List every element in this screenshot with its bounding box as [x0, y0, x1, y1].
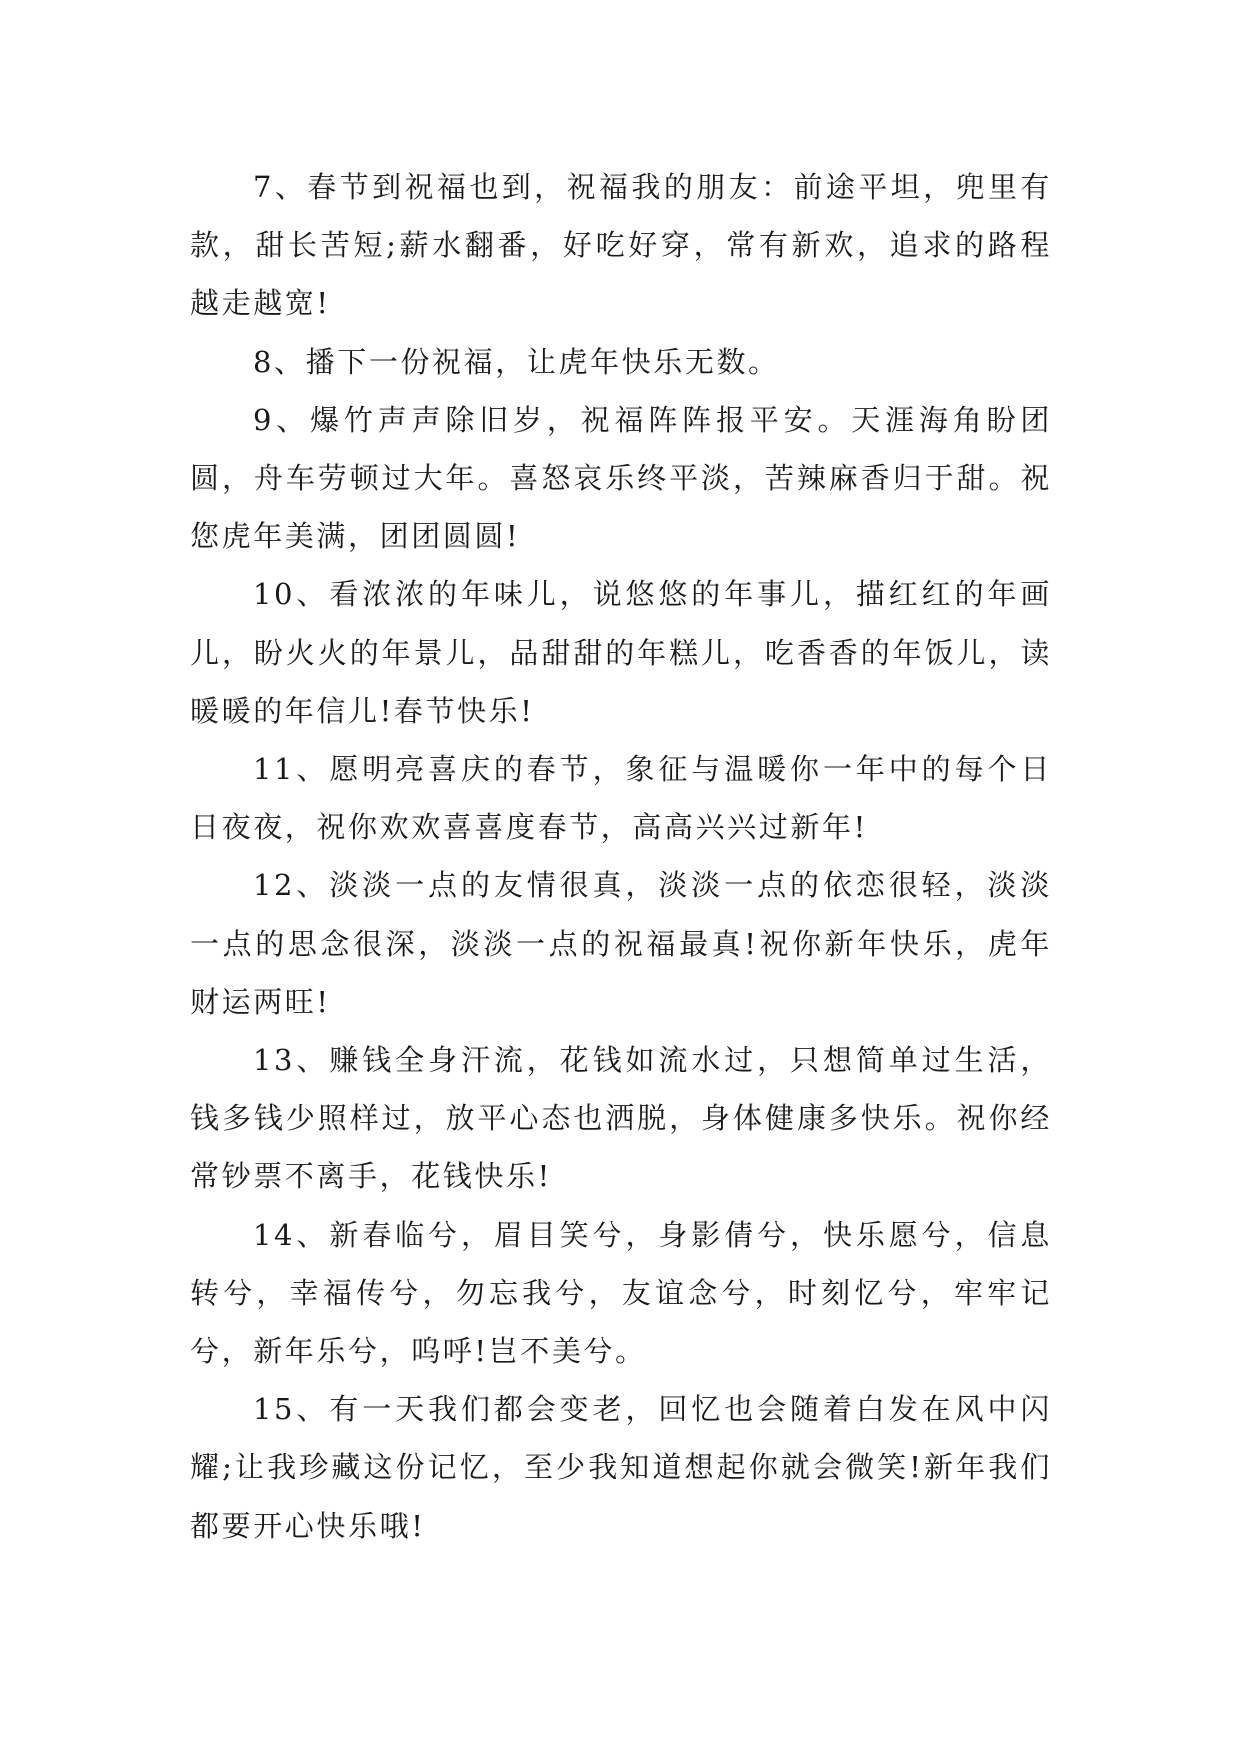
document-body [190, 158, 1052, 1555]
paragraph-15: 15、有一天我们都会变老，回忆也会随着白发在风中闪耀;让我珍藏这份记忆，至少我知道想起你就会微笑!新年我们都要开心快乐哦! [190, 1392, 1052, 1543]
paragraph-12: 12、淡淡一点的友情很真，淡淡一点的依恋很轻，淡淡一点的思念很深，淡淡一点的祝福最真!祝你新年快乐，虎年财运两旺! [190, 868, 1052, 1019]
paragraph-14: 14、新春临兮，眉目笑兮，身影倩兮，快乐愿兮，信息转兮，幸福传兮，勿忘我兮，友谊念兮，时刻忆兮，牢牢记兮，新年乐兮，呜呼!岂不美兮。 [190, 1217, 1052, 1369]
paragraph-13: 13、赚钱全身汗流，花钱如流水过，只想简单过生活，钱多钱少照样过，放平心态也洒脱，身体健康多快乐。祝你经常钞票不离手，花钱快乐! [190, 1043, 1052, 1194]
paragraph-10: 10、看浓浓的年味儿，说悠悠的年事儿，描红红的年画儿，盼火火的年景儿，品甜甜的年糕儿，吃香香的年饭儿，读暖暖的年信儿!春节快乐! [190, 577, 1052, 728]
paragraph-11: 11、愿明亮喜庆的春节，象征与温暖你一年中的每个日日夜夜，祝你欢欢喜喜度春节，高高兴兴过新年! [190, 752, 1052, 845]
paragraph-9: 9、爆竹声声除旧岁，祝福阵阵报平安。天涯海角盼团圆，舟车劳顿过大年。喜怒哀乐终平淡，苦辣麻香归于甜。祝您虎年美满，团团圆圆! [190, 402, 1052, 554]
paragraph-8: 8、播下一份祝福，让虎年快乐无数。 [253, 344, 780, 379]
paragraph-7: 7、春节到祝福也到，祝福我的朋友：前途平坦，兜里有款，甜长苦短;薪水翻番，好吃好穿，常有新欢，追求的路程越走越宽! [190, 170, 1052, 321]
